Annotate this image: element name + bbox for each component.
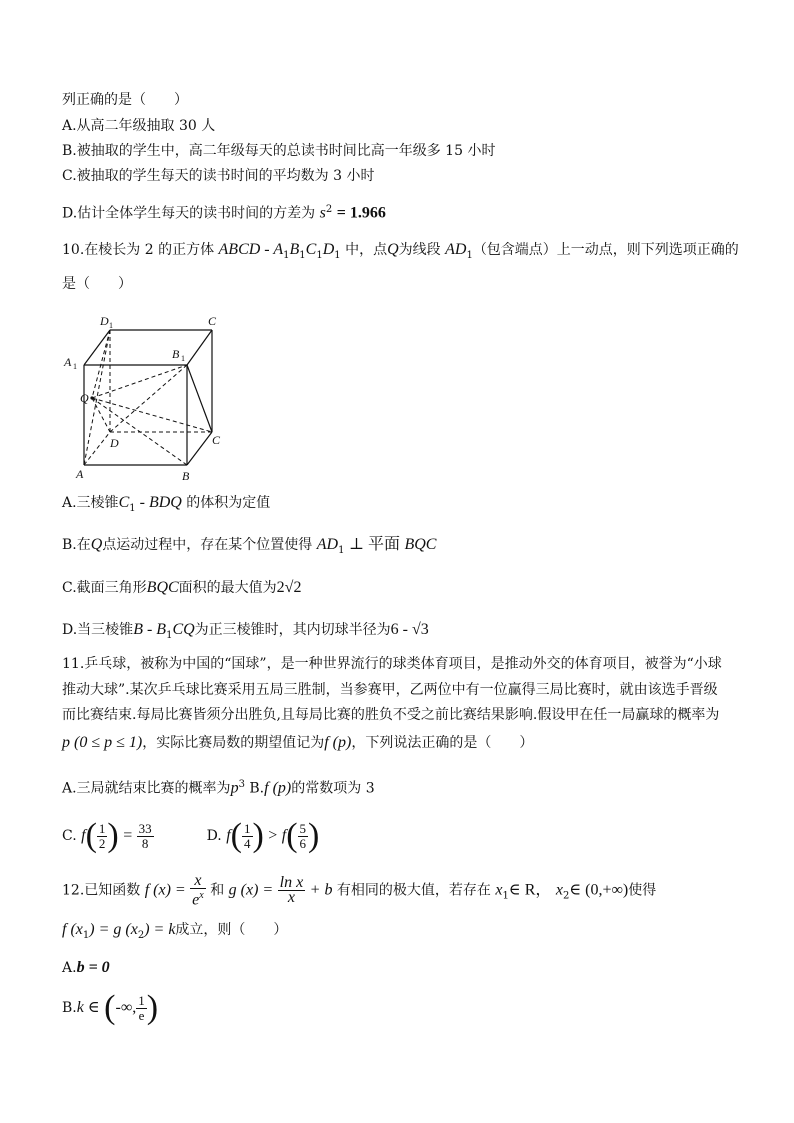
label-a: A <box>76 467 84 481</box>
cube-figure <box>62 310 232 485</box>
q9-option-c: C.被抽取的学生每天的读书时间的平均数为 3 小时 <box>62 168 375 184</box>
q11-stem-line1: 11.乒乓球，被称为中国的“国球”，是一种世界流行的球类体育项目，是推动外交的体育项目，被誉为“小球 <box>62 656 722 672</box>
svg-text:1: 1 <box>109 321 113 330</box>
q10-option-a: A.三棱锥$C_1$ - BDQ 的体积为定值 <box>62 494 271 514</box>
q9-stem-tail: 列正确的是（ ） <box>62 92 188 108</box>
q11-stem-line2: 推动大球”.某次乒乓球比赛采用五局三胜制，当参赛甲，乙两位中有一位赢得三局比赛时，就由该选手晋级 <box>62 682 718 698</box>
label-c: C <box>212 433 221 447</box>
label-d1: D <box>100 314 109 328</box>
label-q: Q <box>80 391 89 405</box>
label-b1: B <box>172 347 180 361</box>
q10-option-c: C.截面三角形BQC面积的最大值为2√2 <box>62 579 302 596</box>
q12-stem-line1: 12.已知函数 f (x) = $\frac{x}{e^x}$ 和 g (x) = $\frac{\text{ln x}}{x}$ + b 有相同的极大值，若存在 $x_1\in$ R， $x_2\in$ (0,+∞)使得 <box>62 872 657 909</box>
q12-option-b: B.k ∈ (-∞, $\frac{1}{e}$ ) <box>62 989 159 1026</box>
q9-option-a: A.从高二年级抽取 30 人 <box>62 118 216 134</box>
label-d: D <box>110 436 119 450</box>
q9-option-d: D.估计全体学生每天的读书时间的方差为 $s^2 = 1.966$ <box>62 204 386 222</box>
svg-text:1: 1 <box>181 354 185 363</box>
q10-stem-line2: 是（ ） <box>62 276 132 292</box>
q11-options-ab: A.三局就结束比赛的概率为$p^3$ B.f (p)的常数项为 3 <box>62 779 375 797</box>
label-c1: C <box>208 314 217 328</box>
q10-option-d: D.当三棱锥B - $B_1CQ$为正三棱锥时，其内切球半径为6 - √3 <box>62 621 429 641</box>
q11-options-cd: C. f( $\frac{1}{2}$ ) = $\frac{33}{8}$ D. f( $\frac{1}{4}$ ) > f( $\frac{5}{6}$ ) <box>62 817 320 854</box>
q9-option-b: B.被抽取的学生中，高二年级每天的总读书时间比高一年级多 15 小时 <box>62 143 496 159</box>
q10-stem-line1: 10.在棱长为 2 的正方体 ABCD - $A_1B_1C_1D_1$ 中，点Q为线段 $AD_1$（包含端点）上一动点，则下列选项正确的 <box>62 241 739 261</box>
q12-option-a: A.b = 0 <box>62 959 110 976</box>
q11-stem-line4: p (0 ≤ p ≤ 1)，实际比赛局数的期望值记为f (p)，下列说法正确的是（ ） <box>62 734 534 751</box>
label-b: B <box>182 469 190 483</box>
q12-stem-line2: f $(x_1) = g$ $(x_2) = k$成立，则（ ） <box>62 921 288 941</box>
svg-text:1: 1 <box>73 362 77 371</box>
label-a1: A <box>64 355 72 369</box>
q11-stem-line3: 而比赛结束.每局比赛皆须分出胜负,且每局比赛的胜负不受之前比赛结果影响.假设甲在任一局赢球的概率为 <box>62 707 720 723</box>
q10-option-b: B.在Q点运动过程中，存在某个位置使得 $AD_1$ ⊥ 平面 BQC <box>62 536 437 556</box>
